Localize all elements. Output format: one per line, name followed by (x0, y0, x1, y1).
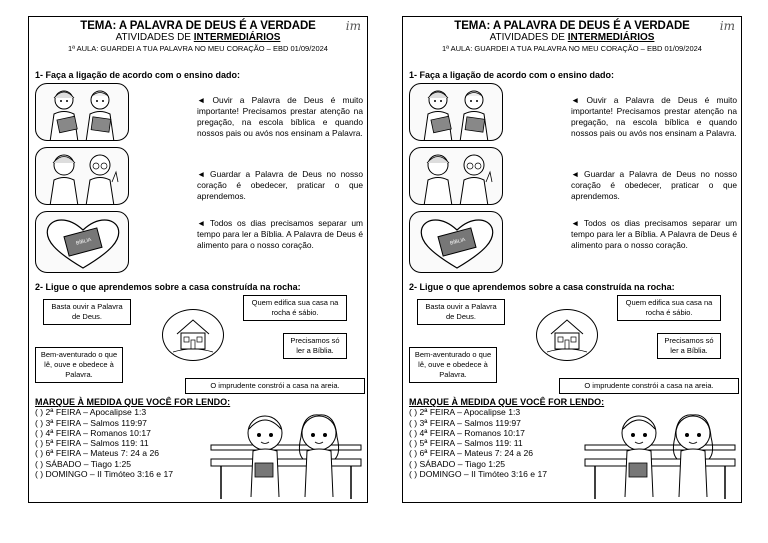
reading-item[interactable]: ( ) 6ª FEIRA – Mateus 7: 24 a 26 (409, 448, 534, 459)
reading-item[interactable]: ( ) SÁBADO – Tiago 1:25 (409, 458, 506, 469)
sheet-title: TEMA: A PALAVRA DE DEUS É A VERDADE (454, 20, 690, 32)
statement-box-imprudente: O imprudente constrói a casa na areia. (185, 378, 365, 394)
reading-item[interactable]: ( ) DOMINGO – II Timóteo 3:16 e 17 (35, 469, 174, 480)
section1-heading: 1- Faça a ligação de acordo com o ensino dado: (409, 70, 615, 80)
teaching-text-2: ◄ Guardar a Palavra de Deus no nosso coração é obedecer, praticar o que aprendemos. (571, 169, 737, 201)
ministry-logo: im (719, 19, 735, 33)
lesson-line: 1ª AULA: GUARDEI A TUA PALAVRA NO MEU CORAÇÃO – EBD 01/09/2024 (68, 44, 328, 53)
reading-item[interactable]: ( ) 5ª FEIRA – Salmos 119: 11 (35, 438, 149, 449)
reading-item[interactable]: ( ) SÁBADO – Tiago 1:25 (35, 458, 132, 469)
reading-item[interactable]: ( ) 4ª FEIRA – Romanos 10:17 (35, 427, 151, 438)
sheet-header (403, 17, 741, 53)
reading-item[interactable]: ( ) 3ª FEIRA – Salmos 119:97 (409, 417, 521, 428)
reading-plan (409, 397, 604, 479)
teaching-text-2: ◄ Guardar a Palavra de Deus no nosso coração é obedecer, praticar o que aprendemos. (197, 169, 363, 201)
statement-box-imprudente: O imprudente constrói a casa na areia. (559, 378, 739, 394)
bible-label: BÍBLIA (449, 236, 467, 247)
grandparents-praying-illustration (35, 147, 129, 205)
reading-item[interactable]: ( ) 4ª FEIRA – Romanos 10:17 (409, 427, 525, 438)
children-on-bench-illustration (207, 409, 367, 501)
sheet-header (29, 17, 367, 53)
grandparents-praying-illustration (409, 147, 503, 205)
house-on-rock-illustration (162, 309, 224, 361)
teaching-text-3: ◄ Todos os dias precisamos separar um tempo para ler a Bíblia. A Palavra de Deus é alimento para o nosso coração. (197, 218, 363, 250)
statement-box-precisamos: Precisamos só ler a Bíblia. (283, 333, 347, 359)
statement-box-quem: Quem edifica sua casa na rocha é sábio. (243, 295, 347, 321)
grandparents-reading-illustration (35, 83, 129, 141)
reading-plan (35, 397, 230, 479)
statement-box-basta: Basta ouvir a Palavra de Deus. (417, 299, 505, 325)
reading-item[interactable]: ( ) 6ª FEIRA – Mateus 7: 24 a 26 (35, 448, 160, 459)
reading-item[interactable]: ( ) 2ª FEIRA – Apocalipse 1:3 (409, 407, 521, 418)
heart-bible-illustration (409, 211, 503, 273)
children-on-bench-illustration (581, 409, 741, 501)
house-on-rock-illustration (536, 309, 598, 361)
statement-box-precisamos: Precisamos só ler a Bíblia. (657, 333, 721, 359)
sheet-title: TEMA: A PALAVRA DE DEUS É A VERDADE (80, 20, 316, 32)
statement-box-basta: Basta ouvir a Palavra de Deus. (43, 299, 131, 325)
reading-item[interactable]: ( ) 2ª FEIRA – Apocalipse 1:3 (35, 407, 147, 418)
reading-item[interactable]: ( ) 3ª FEIRA – Salmos 119:97 (35, 417, 147, 428)
reading-item[interactable]: ( ) DOMINGO – II Timóteo 3:16 e 17 (409, 469, 548, 480)
section2-heading: 2- Ligue o que aprendemos sobre a casa construída na rocha: (409, 282, 675, 292)
heart-bible-illustration (35, 211, 129, 273)
grandparents-reading-illustration (409, 83, 503, 141)
teaching-text-3: ◄ Todos os dias precisamos separar um tempo para ler a Bíblia. A Palavra de Deus é alimento para o nosso coração. (571, 218, 737, 250)
activity-sheet-right (402, 16, 742, 503)
sheet-subtitle: ATIVIDADES DE INTERMEDIÁRIOS (115, 32, 281, 43)
section1-heading: 1- Faça a ligação de acordo com o ensino dado: (35, 70, 241, 80)
statement-box-quem: Quem edifica sua casa na rocha é sábio. (617, 295, 721, 321)
teaching-text-1: ◄ Ouvir a Palavra de Deus é muito importante! Precisamos prestar atenção na pregação, na escola bíblica e quando nossos pais ou avós nos ensinam a Palavra. (197, 95, 363, 138)
reading-plan-title: MARQUE À MEDIDA QUE VOCÊ FOR LENDO: (35, 397, 231, 407)
teaching-text-1: ◄ Ouvir a Palavra de Deus é muito importante! Precisamos prestar atenção na pregação, na escola bíblica e quando nossos pais ou avós nos ensinam a Palavra. (571, 95, 737, 138)
section2-heading: 2- Ligue o que aprendemos sobre a casa construída na rocha: (35, 282, 301, 292)
reading-item[interactable]: ( ) 5ª FEIRA – Salmos 119: 11 (409, 438, 523, 449)
lesson-line: 1ª AULA: GUARDEI A TUA PALAVRA NO MEU CORAÇÃO – EBD 01/09/2024 (442, 44, 702, 53)
bible-label: BÍBLIA (75, 236, 93, 247)
sheet-subtitle: ATIVIDADES DE INTERMEDIÁRIOS (489, 32, 655, 43)
ministry-logo: im (345, 19, 361, 33)
statement-box-bem: Bem-aventurado o que lê, ouve e obedece à Palavra. (35, 347, 123, 383)
reading-plan-title: MARQUE À MEDIDA QUE VOCÊ FOR LENDO: (409, 397, 605, 407)
statement-box-bem: Bem-aventurado o que lê, ouve e obedece à Palavra. (409, 347, 497, 383)
activity-sheet-left (28, 16, 368, 503)
